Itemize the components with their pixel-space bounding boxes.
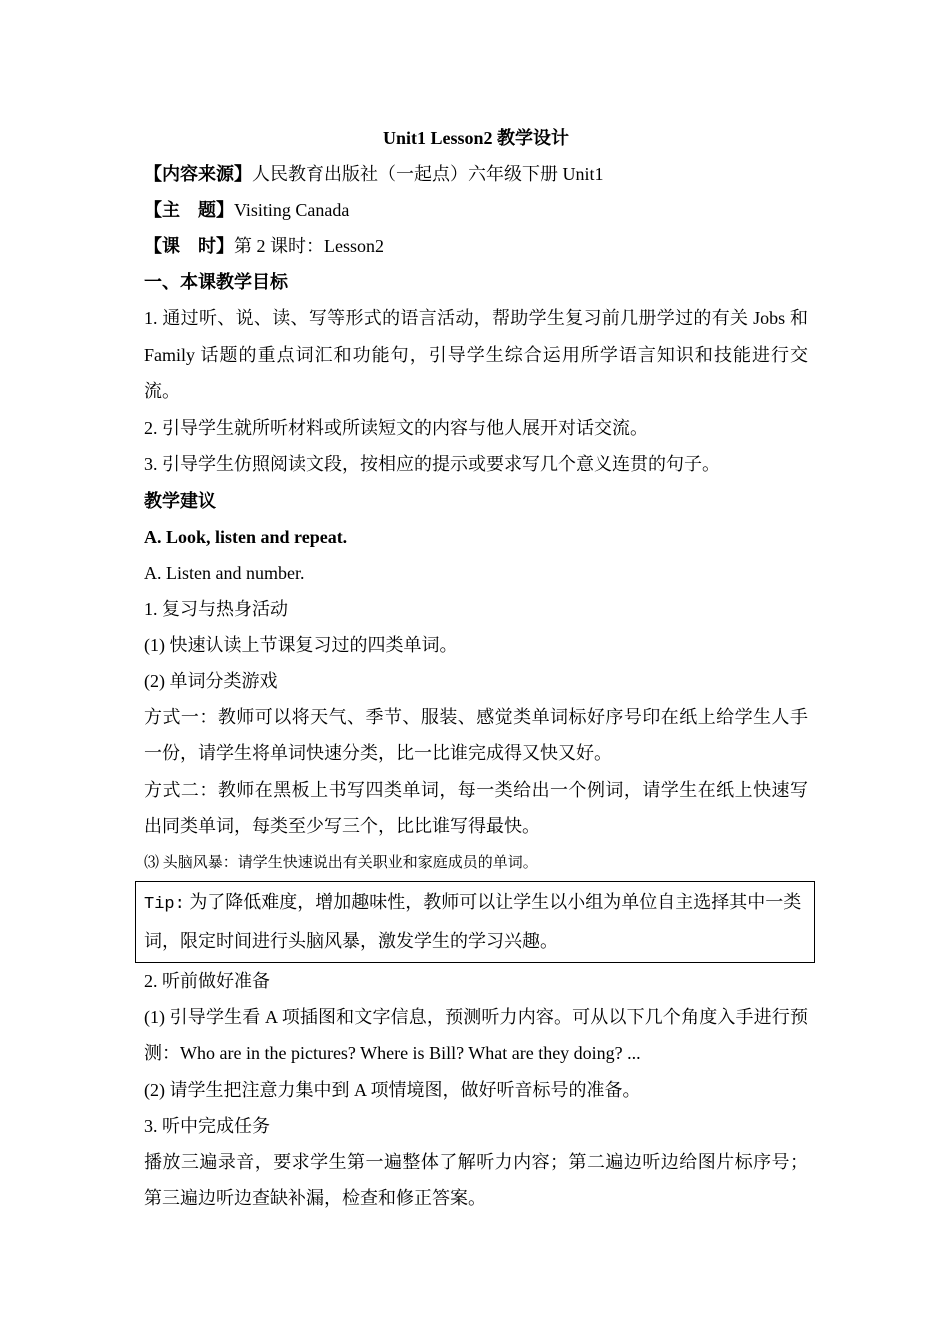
step-1-item-3: ⑶ 头脑风暴：请学生快速说出有关职业和家庭成员的单词。 bbox=[144, 854, 538, 871]
method-2: 方式二：教师在黑板上书写四类单词，每一类给出一个例词，请学生在纸上快速写出同类单词，每类至少写三个，比比谁写得最快。 bbox=[144, 779, 808, 836]
step-2-heading: 2. 听前做好准备 bbox=[144, 970, 270, 991]
tip-box bbox=[135, 881, 815, 963]
meta-topic bbox=[144, 192, 808, 228]
meta-period bbox=[144, 228, 808, 264]
source-value: 人民教育出版社（一起点）六年级下册 Unit1 bbox=[252, 164, 604, 184]
tip-text: 为了降低难度，增加趣味性，教师可以让学生以小组为单位自主选择其中一类词，限定时间进行头脑风暴，激发学生的学习兴趣。 bbox=[144, 891, 802, 951]
goal-3: 3. 引导学生仿照阅读文段，按相应的提示或要求写几个意义连贯的句子。 bbox=[144, 454, 720, 474]
document-body bbox=[144, 120, 808, 1217]
tip-label: Tip: bbox=[144, 894, 185, 914]
part-a-heading: A. Look, listen and repeat. bbox=[144, 526, 348, 547]
period-label: 【课 时】 bbox=[144, 236, 234, 256]
document-title: Unit1 Lesson2 教学设计 bbox=[382, 128, 570, 148]
period-value: 第 2 课时：Lesson2 bbox=[234, 236, 384, 256]
section-heading-suggestions: 教学建议 bbox=[144, 490, 216, 511]
goal-2: 2. 引导学生就所听材料或所读短文的内容与他人展开对话交流。 bbox=[144, 417, 648, 438]
section-heading-goals: 一、本课教学目标 bbox=[144, 272, 288, 292]
source-label: 【内容来源】 bbox=[144, 164, 252, 184]
part-a-subheading: A. Listen and number. bbox=[144, 562, 305, 583]
step-1-item-2: (2) 单词分类游戏 bbox=[144, 670, 278, 691]
step-2-item-1: (1) 引导学生看 A 项插图和文字信息，预测听力内容。可从以下几个角度入手进行预测：Who are in the pictures? Where is Bill? What are they doing? ... bbox=[144, 1006, 808, 1063]
step-1-item-1: (1) 快速认读上节课复习过的四类单词。 bbox=[144, 634, 458, 655]
step-1-heading: 1. 复习与热身活动 bbox=[144, 598, 288, 619]
meta-source bbox=[144, 156, 808, 192]
goal-1: 1. 通过听、说、读、写等形式的语言活动，帮助学生复习前几册学过的有关 Jobs 和 Family 话题的重点词汇和功能句，引导学生综合运用所学语言知识和技能进行交流。 bbox=[144, 308, 808, 401]
step-2-item-2: (2) 请学生把注意力集中到 A 项情境图，做好听音标号的准备。 bbox=[144, 1079, 641, 1100]
topic-label: 【主 题】 bbox=[144, 200, 234, 220]
method-1: 方式一：教师可以将天气、季节、服装、感觉类单词标好序号印在纸上给学生人手一份，请学生将单词快速分类，比一比谁完成得又快又好。 bbox=[144, 706, 808, 763]
step-3-heading: 3. 听中完成任务 bbox=[144, 1115, 270, 1136]
topic-value: Visiting Canada bbox=[234, 200, 350, 220]
step-3-text: 播放三遍录音，要求学生第一遍整体了解听力内容；第二遍边听边给图片标序号；第三遍边听边查缺补漏，检查和修正答案。 bbox=[144, 1151, 808, 1208]
